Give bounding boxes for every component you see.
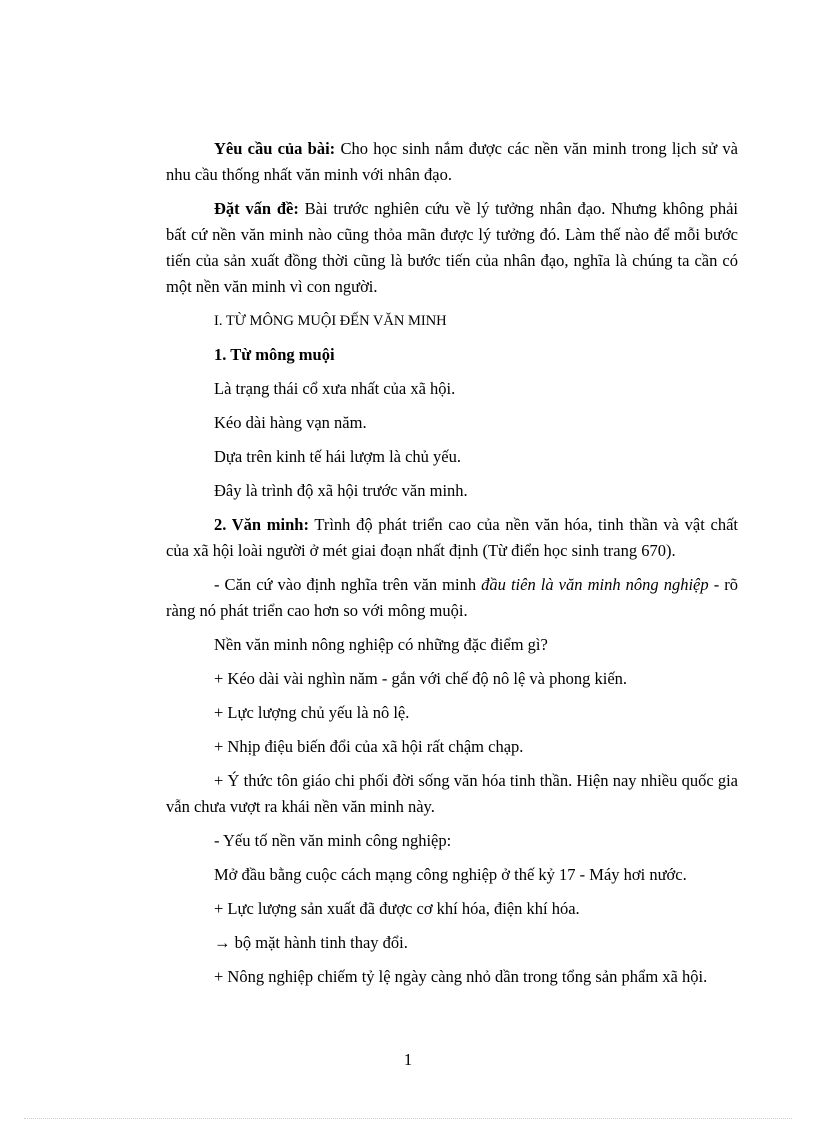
page-bottom-divider (24, 1118, 792, 1119)
agriculture-point: + Kéo dài vài nghìn năm - gắn với chế độ nô lệ và phong kiến. (214, 669, 628, 688)
agriculture-basis-text-end: - rõ ràng nó phát triển cao hơn so với mông muội. (166, 575, 738, 620)
lesson-requirement-text: Cho học sinh nắm được các nền văn minh trong lịch sử và nhu cầu thống nhất văn minh với nhân đạo. (166, 139, 739, 184)
agriculture-point: + Lực lượng chủ yếu là nô lệ. (214, 703, 410, 722)
civilization-label: 2. Văn minh: (214, 515, 309, 534)
problem-statement-text: Bài trước nghiên cứu về lý tưởng nhân đạo. Nhưng không phải bất cứ nền văn minh nào cũng thỏa mãn được lý tưởng đó. Làm thế nào để mỗi bước tiến của sản xuất đồng thời cũng là bước tiến của nhân đạo, nghĩa là chúng ta cần có một nền văn minh vì con người. (166, 199, 738, 296)
lesson-requirement-label: Yêu cầu của bài: (214, 139, 336, 158)
section-heading: I. TỪ MÔNG MUỘI ĐẾN VĂN MINH (214, 313, 447, 329)
industrial-line: → bộ mặt hành tinh thay đổi. (214, 933, 408, 952)
agriculture-basis-italic: đầu tiên là văn minh nông nghiệp (481, 575, 709, 594)
industrial-agriculture-share: + Nông nghiệp chiếm tỷ lệ ngày càng nhỏ dần trong tổng sản phẩm xã hội. (214, 967, 708, 986)
agriculture-question: Nền văn minh nông nghiệp có những đặc điểm gì? (214, 635, 548, 654)
savagery-line: Đây là trình độ xã hội trước văn minh. (214, 481, 468, 500)
page-body (166, 136, 738, 998)
civilization-definition-paragraph (166, 512, 738, 564)
savagery-line: Là trạng thái cổ xưa nhất của xã hội. (214, 379, 456, 398)
page-number: 1 (403, 1050, 413, 1069)
agriculture-basis-paragraph (166, 572, 738, 624)
agriculture-point-religion: + Ý thức tôn giáo chi phối đời sống văn hóa tinh thần. Hiện nay nhiều quốc gia vẫn chưa vượt ra khái nền văn minh này. (166, 771, 738, 816)
civilization-definition-text: Trình độ phát triển cao của nền văn hóa, tinh thần và vật chất của xã hội loài người ở mét giai đoạn nhất định (Từ điển học sinh trang 670). (166, 515, 738, 560)
agriculture-basis-text-start: - Căn cứ vào định nghĩa trên văn minh (214, 575, 482, 594)
industrial-heading: - Yếu tố nền văn minh công nghiệp: (214, 831, 452, 850)
industrial-line: + Lực lượng sản xuất đã được cơ khí hóa, điện khí hóa. (214, 899, 580, 918)
problem-statement-label: Đặt vấn đề: (214, 199, 299, 218)
savagery-line: Kéo dài hàng vạn năm. (214, 413, 367, 432)
subsection-1-heading (166, 342, 738, 368)
savagery-line: Dựa trên kinh tế hái lượm là chủ yếu. (214, 447, 462, 466)
problem-statement-paragraph (166, 196, 738, 300)
lesson-requirement-paragraph (166, 136, 738, 188)
subsection-1-title: 1. Từ mông muội (214, 345, 335, 364)
industrial-line: Mở đầu bằng cuộc cách mạng công nghiệp ở thế kỷ 17 - Máy hơi nước. (214, 865, 687, 884)
agriculture-point: + Nhịp điệu biến đổi của xã hội rất chậm chạp. (214, 737, 524, 756)
